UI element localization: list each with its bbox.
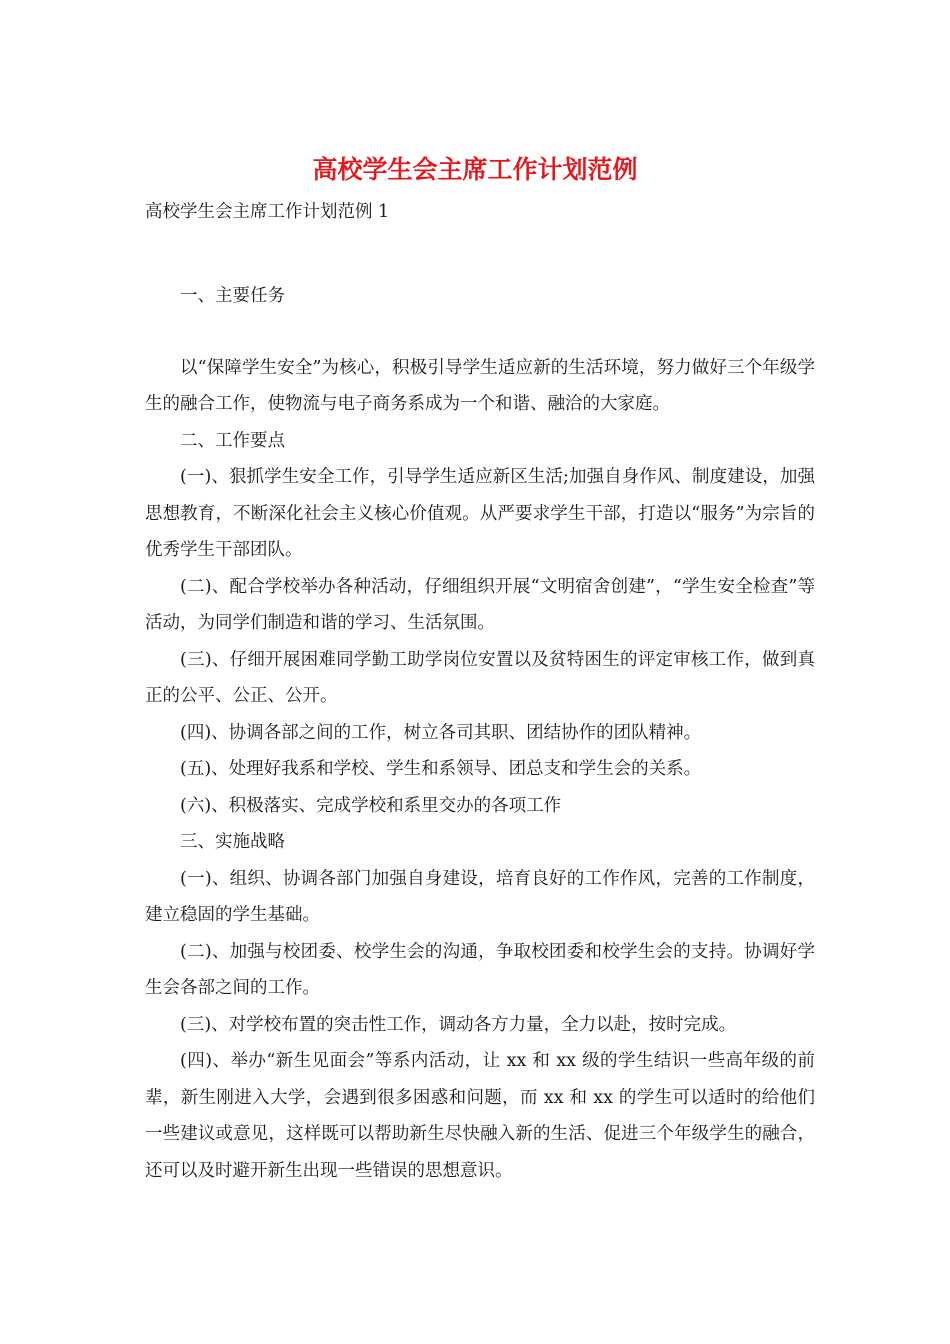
paragraph-work-point-5: (五)、处理好我系和学校、学生和系领导、团总支和学生会的关系。 <box>180 759 702 779</box>
paragraph-core-goal: 以“保障学生安全”为核心，积极引导学生适应新的生活环境，努力做好三个年级学生的融合工作，使物流与电子商务系成为一个和谐、融洽的大家庭。 <box>145 357 815 414</box>
document-title: 高校学生会主席工作计划范例 <box>312 155 638 184</box>
paragraph-work-point-4: (四)、协调各部之间的工作，树立各司其职、团结协作的团队精神。 <box>180 722 702 743</box>
paragraph-strategy-2: (二)、加强与校团委、校学生会的沟通，争取校团委和校学生会的支持。协调好学生会各部之间的工作。 <box>145 941 815 998</box>
paragraph-strategy-3: (三)、对学校布置的突击性工作，调动各方力量，全力以赴，按时完成。 <box>180 1014 737 1035</box>
section-heading-strategy: 三、实施战略 <box>180 832 285 852</box>
document-body <box>145 198 815 1189</box>
section-heading-work-points: 二、工作要点 <box>180 430 285 451</box>
paragraph-strategy-4: (四)、举办“新生见面会”等系内活动，让 xx 和 xx 级的学生结识一些高年级的前辈，新生刚进入大学，会遇到很多困惑和问题，而 xx 和 xx 的学生可以适时的给他们一些建议或意见，这样既可以帮助新生尽快融入新的生活、促进三个年级学生的融合，还可以及时避开新生出现一些错误的思想意识。 <box>145 1051 815 1181</box>
paragraph-work-point-3: (三)、仔细开展困难同学勤工助学岗位安置以及贫特困生的评定审核工作，做到真正的公平、公正、公开。 <box>145 649 815 706</box>
paragraph-strategy-1: (一)、组织、协调各部门加强自身建设，培育良好的工作作风，完善的工作制度，建立稳固的学生基础。 <box>145 868 815 925</box>
paragraph-work-point-1: (一)、狠抓学生安全工作，引导学生适应新区生活;加强自身作风、制度建设，加强思想教育，不断深化社会主义核心价值观。从严要求学生干部，打造以“服务”为宗旨的优秀学生干部团队。 <box>145 467 815 560</box>
document-subtitle: 高校学生会主席工作计划范例 1 <box>145 202 390 222</box>
paragraph-work-point-2: (二)、配合学校举办各种活动，仔细组织开展“文明宿舍创建”，“学生安全检查”等活动，为同学们制造和谐的学习、生活氛围。 <box>145 576 815 633</box>
paragraph-work-point-6: (六)、积极落实、完成学校和系里交办的各项工作 <box>180 795 562 816</box>
section-heading-main-tasks: 一、主要任务 <box>180 286 285 306</box>
